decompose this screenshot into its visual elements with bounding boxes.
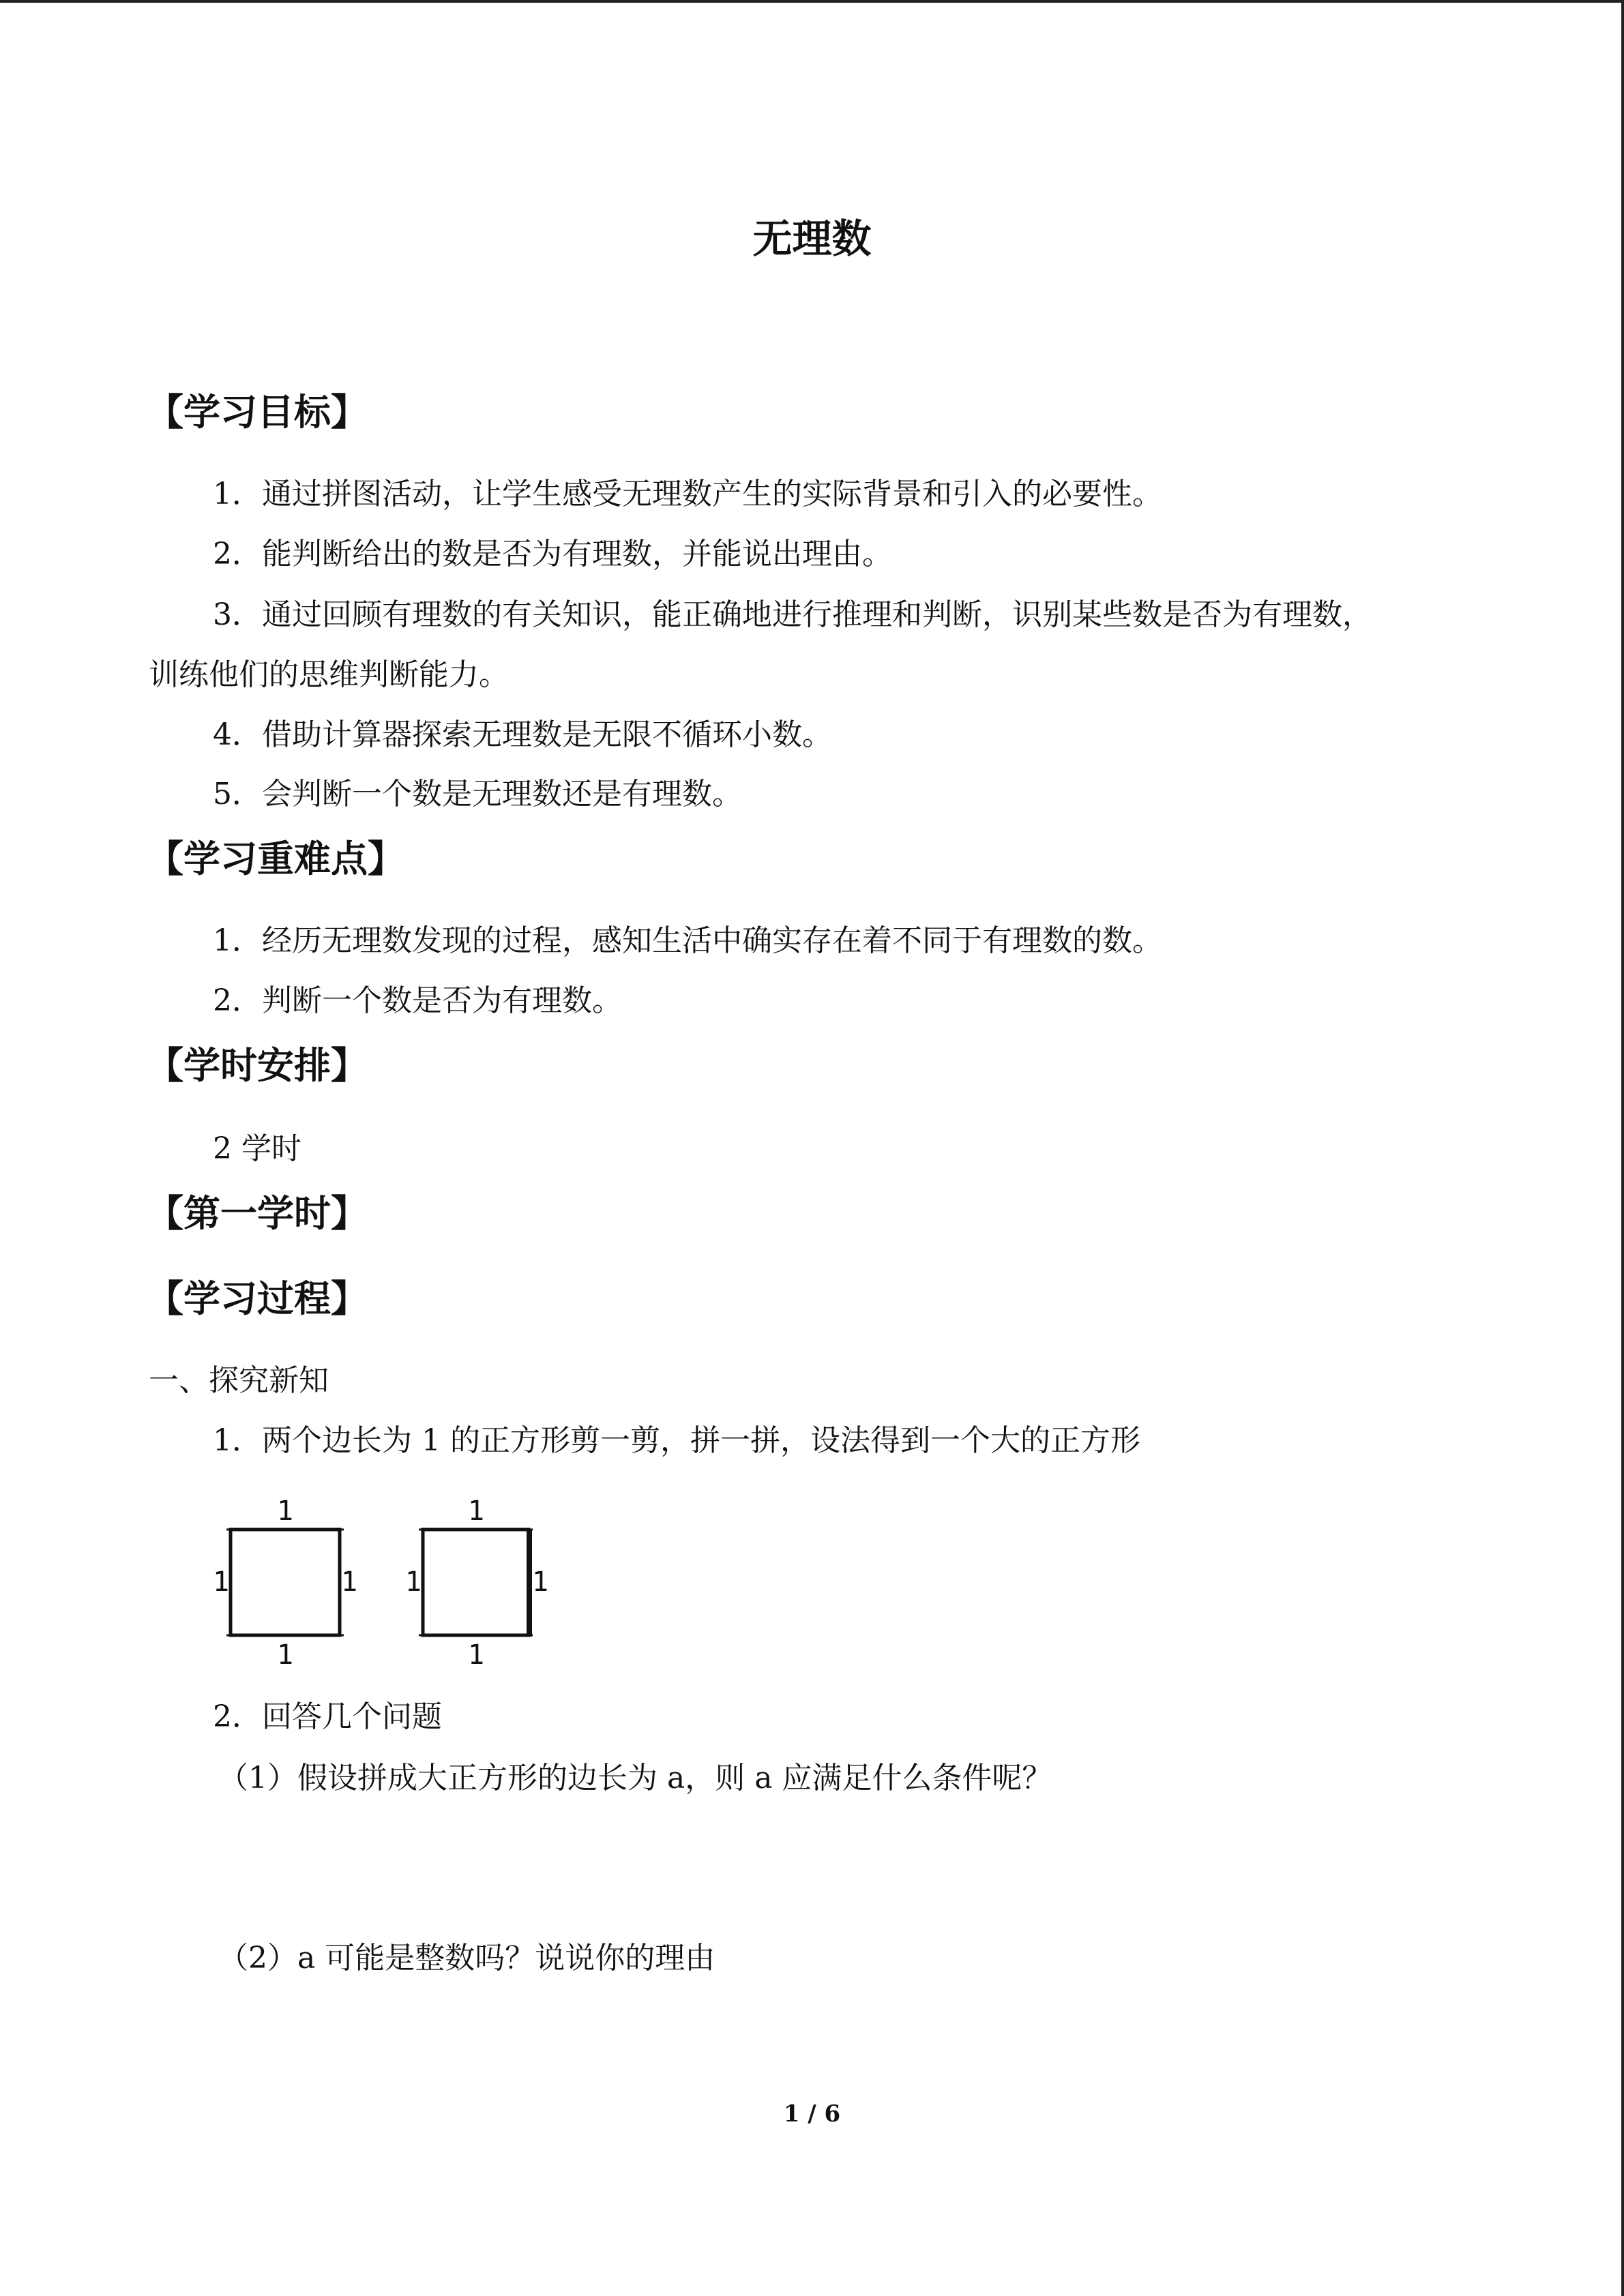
label-left-top: 1: [276, 1495, 294, 1527]
page-title: 无理数: [752, 215, 872, 262]
page-frame-right: [1621, 0, 1624, 2296]
objective-item-2: 2．能判断给出的数是否为有理数，并能说出理由。: [213, 537, 892, 571]
heading-process: 【学习过程】: [147, 1277, 368, 1320]
objective-item-3: 3．通过回顾有理数的有关知识，能正确地进行推理和判断，识别某些数是否为有理数，: [213, 597, 1372, 632]
label-right-left: 1: [404, 1566, 422, 1598]
label-right-right: 1: [531, 1566, 549, 1598]
label-left-bottom: 1: [276, 1639, 294, 1671]
objective-item-1: 1．通过拼图活动，让学生感受无理数产生的实际背景和引入的必要性。: [213, 477, 1162, 511]
key-point-item-1: 1．经历无理数发现的过程，感知生活中确实存在着不同于有理数的数。: [213, 923, 1162, 958]
schedule-text: 2 学时: [213, 1131, 301, 1166]
question-2: （2）a 可能是整数吗？说说你的理由: [218, 1941, 715, 1976]
page-number: 1 / 6: [783, 2100, 841, 2128]
label-right-bottom: 1: [467, 1639, 485, 1671]
key-point-item-2: 2．判断一个数是否为有理数。: [213, 983, 622, 1018]
objective-item-3-continued: 训练他们的思维判断能力。: [149, 657, 509, 692]
objective-item-5: 5．会判断一个数是无理数还是有理数。: [213, 777, 742, 811]
heading-first-period: 【第一学时】: [147, 1192, 368, 1235]
label-left-left: 1: [212, 1566, 230, 1598]
heading-key-points: 【学习重难点】: [147, 837, 404, 880]
unit-square-right: [419, 1530, 533, 1637]
label-right-top: 1: [467, 1495, 485, 1527]
heading-schedule: 【学时安排】: [147, 1044, 368, 1087]
part-title: 一、探究新知: [149, 1363, 329, 1398]
objective-item-4: 4．借助计算器探索无理数是无限不循环小数。: [213, 717, 832, 752]
heading-objectives: 【学习目标】: [147, 391, 368, 434]
two-unit-squares-diagram: [205, 1490, 559, 1674]
label-left-right: 1: [340, 1566, 358, 1598]
step-1-text: 1．两个边长为 1 的正方形剪一剪，拼一拼，设法得到一个大的正方形: [213, 1423, 1140, 1458]
page-frame-top: [0, 0, 1624, 3]
unit-square-left: [226, 1530, 344, 1635]
question-1: （1）假设拼成大正方形的边长为 a，则 a 应满足什么条件呢？: [218, 1761, 1052, 1795]
step-2-text: 2．回答几个问题: [213, 1699, 442, 1734]
